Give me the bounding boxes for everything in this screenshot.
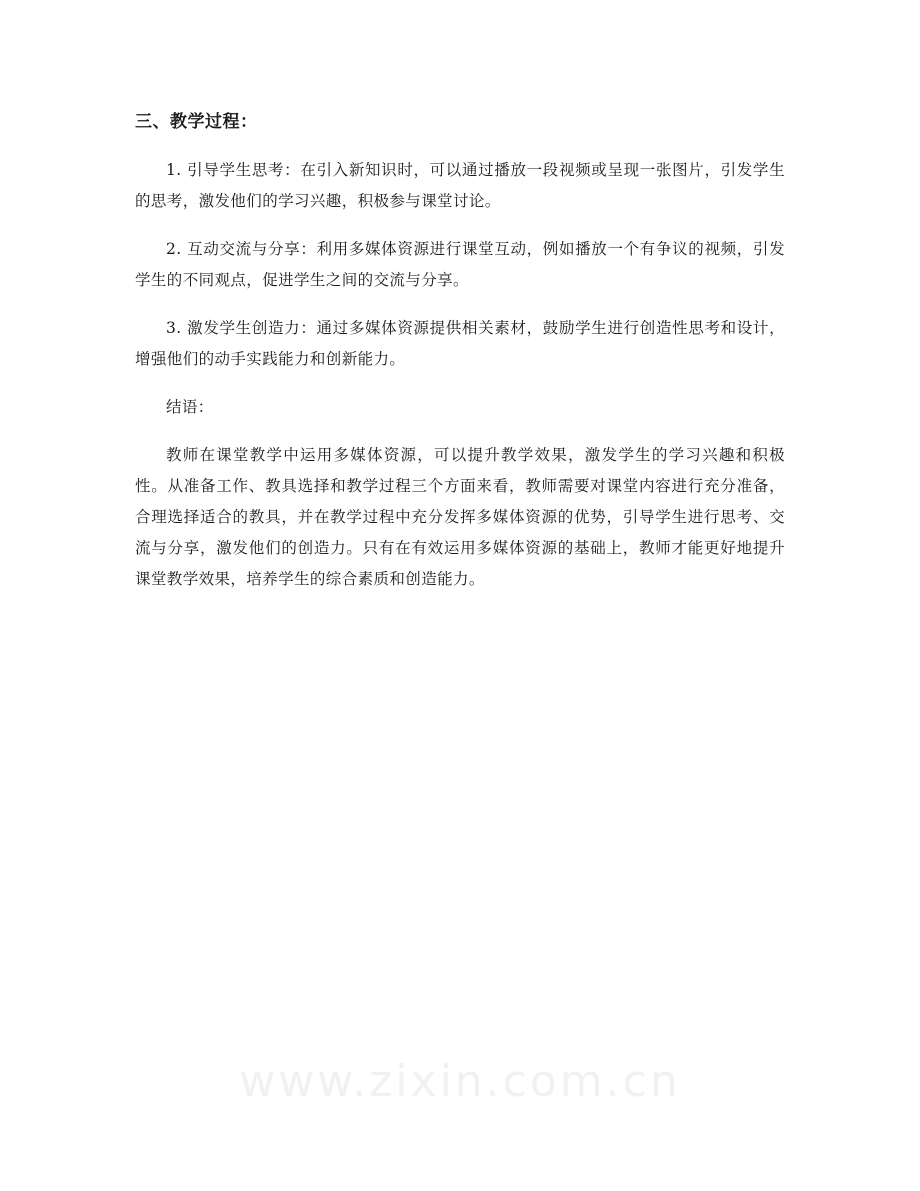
process-item-1: 1. 引导学生思考：在引入新知识时，可以通过播放一段视频或呈现一张图片，引发学生的思考，激发他们的学习兴趣，积极参与课堂讨论。 [135,161,785,210]
section-heading: 三、教学过程： [135,112,258,132]
watermark-text: www.zixin.com.cn [239,1056,681,1107]
conclusion-paragraph: 教师在课堂教学中运用多媒体资源，可以提升教学效果，激发学生的学习兴趣和积极性。从准备工作、教具选择和教学过程三个方面来看，教师需要对课堂内容进行充分准备，合理选择适合的教具，并在教学过程中充分发挥多媒体资源的优势，引导学生进行思考、交流与分享，激发他们的创造力。只有在有效运用多媒体资源的基础上，教师才能更好地提升课堂教学效果，培养学生的综合素质和创造能力。 [135,446,785,588]
conclusion-label: 结语： [166,398,214,416]
process-item-3: 3. 激发学生创造力：通过多媒体资源提供相关素材，鼓励学生进行创造性思考和设计，增强他们的动手实践能力和创新能力。 [135,319,785,368]
process-item-2: 2. 互动交流与分享：利用多媒体资源进行课堂互动，例如播放一个有争议的视频，引发学生的不同观点，促进学生之间的交流与分享。 [135,240,785,289]
document-body [135,106,785,612]
